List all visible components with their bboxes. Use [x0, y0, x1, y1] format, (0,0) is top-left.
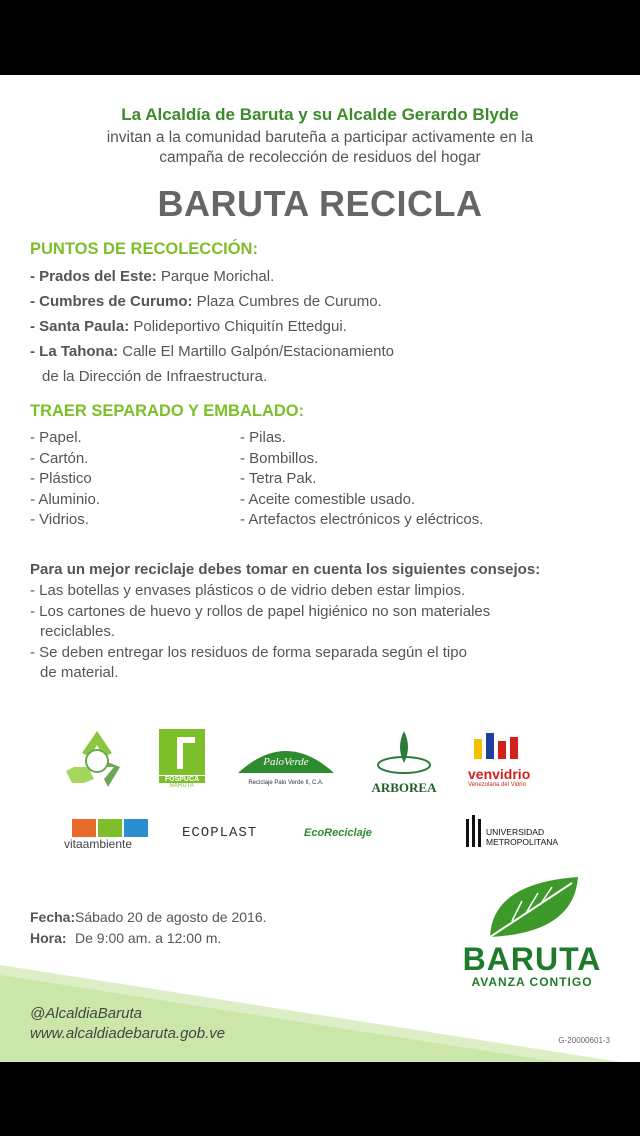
bottles-icon	[468, 731, 554, 761]
baruta-brand: BARUTA AVANZA CONTIGO	[452, 873, 612, 993]
bring-list-left: - Papel. - Cartón. - Plástico - Aluminio. - Vidrios.	[30, 429, 101, 528]
registry-code: G-20000601-3	[558, 1036, 610, 1045]
point-item: - Prados del Este: Parque Morichal.	[30, 268, 275, 285]
bring-list-right: - Pilas. - Bombillos. - Tetra Pak. - Aceite comestible usado. - Artefactos electrónicos y eléctricos.	[240, 429, 484, 528]
ecoplast-logo: ECOPLAST	[182, 825, 258, 841]
event-time: Hora: De 9:00 am. a 12:00 m.	[30, 930, 222, 946]
tips-heading: Para un mejor reciclaje debes tomar en cuenta los siguientes consejos:	[30, 561, 541, 578]
point-item: - Santa Paula: Polideportivo Chiquitín Ettedgui.	[30, 318, 347, 335]
point-item: - Cumbres de Curumo: Plaza Cumbres de Curumo.	[30, 293, 382, 310]
bring-heading: TRAER SEPARADO Y EMBALADO:	[30, 402, 305, 420]
svg-text:PaloVerde: PaloVerde	[263, 756, 309, 768]
tips-list: - Las botellas y envases plásticos o de vidrio deben estar limpios. - Los cartones de huevo y rollos de papel higiénico no son materiales reciclables. - Se deben entregar los residuos de forma separada según el tipo de material.	[30, 582, 491, 681]
campaign-title: BARUTA RECICLA	[157, 183, 483, 224]
points-list	[30, 264, 394, 389]
recycle-logo	[64, 727, 130, 789]
point-item-continuation: de la Dirección de Infraestructura.	[42, 368, 268, 385]
event-date: Fecha:Sábado 20 de agosto de 2016.	[30, 909, 267, 925]
paloverde-logo: PaloVerde Reciclaje Palo Verde II, C.A.	[236, 735, 336, 787]
vitaambiente-logo: vitaambiente	[64, 819, 154, 853]
fospuca-logo: FOSPUCA BARUTA	[159, 729, 205, 789]
paloverde-icon	[236, 735, 336, 775]
leaf-icon	[368, 729, 440, 775]
twitter-handle[interactable]: @AlcaldiaBaruta	[30, 1005, 142, 1022]
flyer	[0, 75, 640, 1062]
header-subtitle: invitan a la comunidad baruteña a participar activamente en la campaña de recolección de residuos del hogar	[106, 129, 534, 166]
point-item: - La Tahona: Calle El Martillo Galpón/Estacionamiento	[30, 343, 395, 360]
arborea-logo: ARBOREA	[368, 729, 440, 793]
venvidrio-logo: venvidrio Venezolana del Vidrio	[468, 731, 554, 791]
points-heading: PUNTOS DE RECOLECCIÓN:	[30, 240, 258, 258]
ecoreciclaje-logo: EcoReciclaje	[304, 827, 372, 839]
header-title: La Alcaldía de Baruta y su Alcalde Gerardo Blyde	[121, 105, 519, 124]
recycle-icon	[64, 727, 130, 789]
unimet-logo: UNIVERSIDAD METROPOLITANA	[464, 815, 560, 855]
leaf-icon	[482, 873, 582, 943]
unimet-icon	[464, 815, 482, 849]
website-link[interactable]: www.alcaldiadebaruta.gob.ve	[30, 1025, 226, 1042]
